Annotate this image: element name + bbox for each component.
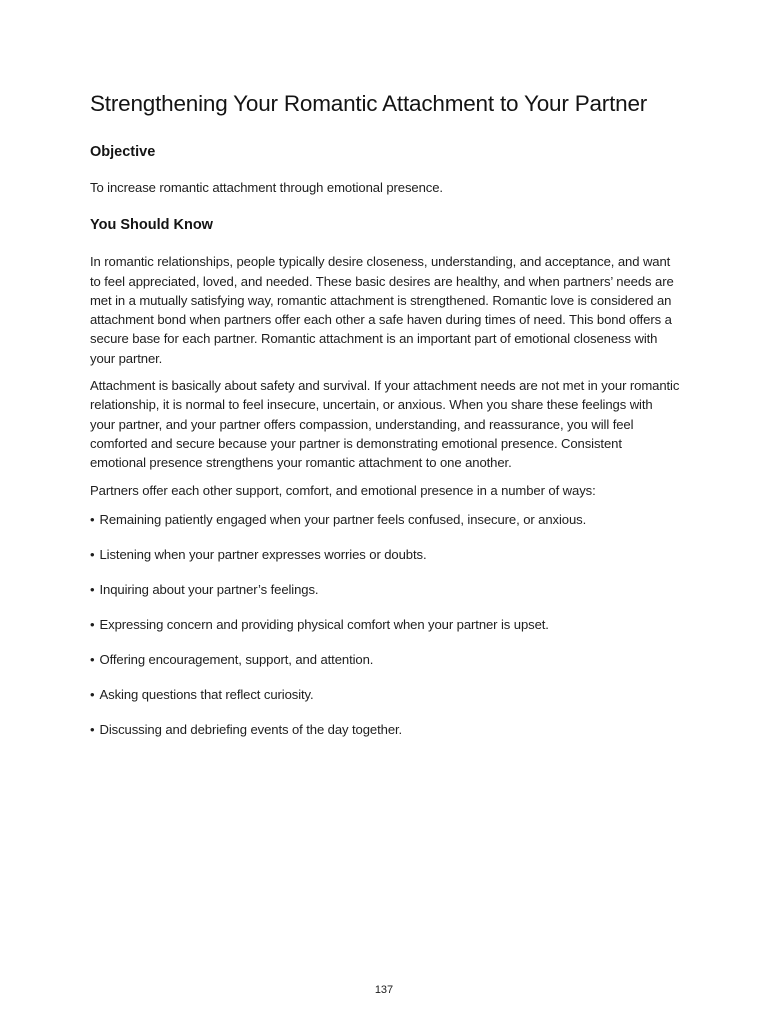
- bullet-text: Remaining patiently engaged when your partner feels confused, insecure, or anxious.: [99, 511, 587, 527]
- ways-bullet-list: [90, 510, 680, 740]
- bullet-text: Inquiring about your partner’s feelings.: [99, 582, 319, 598]
- bullet-text: Asking questions that reflect curiosity.: [99, 687, 314, 703]
- bullet-mark: •: [90, 617, 95, 633]
- you-should-know-heading: You Should Know: [90, 217, 213, 234]
- paragraph-attachment-safety: Attachment is basically about safety and survival. If your attachment needs are not met in your romantic relationship, it is normal to feel insecure, uncertain, or anxious. When you share these feelings with your partner, and your partner offers compassion, understanding, and reassurance, you will feel comforted and secure because your partner is demonstrating emotional presence. Consistent emotional presence strengthens your romantic attachment to one another.: [90, 378, 680, 471]
- bullet-mark: •: [90, 546, 95, 562]
- bullet-item: [90, 615, 680, 634]
- objective-text: To increase romantic attachment through emotional presence.: [90, 180, 443, 195]
- page-title: Strengthening Your Romantic Attachment to Your Partner: [90, 91, 648, 116]
- bullet-text: Expressing concern and providing physical comfort when your partner is upset.: [99, 617, 549, 633]
- paragraph-ways-intro: Partners offer each other support, comfort, and emotional presence in a number of ways:: [90, 482, 596, 498]
- bullet-mark: •: [90, 582, 95, 598]
- paragraph-romantic-relationships: In romantic relationships, people typically desire closeness, understanding, and acceptance, and want to feel appreciated, loved, and needed. These basic desires are healthy, and when partners’ needs are met in a mutually satisfying way, romantic attachment is strengthened. Romantic love is considered an attachment bond when partners offer each other a safe haven during times of need. This bond offers a secure base for each partner. Romantic attachment is an important part of emotional closeness with your partner.: [90, 254, 674, 366]
- bullet-item: [90, 580, 680, 599]
- bullet-item: [90, 685, 680, 704]
- bullet-mark: •: [90, 687, 95, 703]
- bullet-mark: •: [90, 652, 95, 668]
- bullet-item: [90, 545, 680, 564]
- bullet-item: [90, 510, 680, 529]
- bullet-item: [90, 720, 680, 739]
- bullet-text: Offering encouragement, support, and attention.: [99, 652, 374, 668]
- bullet-item: [90, 650, 680, 669]
- bullet-mark: •: [90, 722, 95, 738]
- objective-heading: Objective: [90, 144, 156, 160]
- bullet-text: Discussing and debriefing events of the day together.: [99, 722, 403, 738]
- bullet-text: Listening when your partner expresses worries or doubts.: [99, 546, 427, 562]
- bullet-mark: •: [90, 511, 95, 527]
- page-content: [90, 88, 680, 756]
- page-number: 137: [374, 984, 394, 996]
